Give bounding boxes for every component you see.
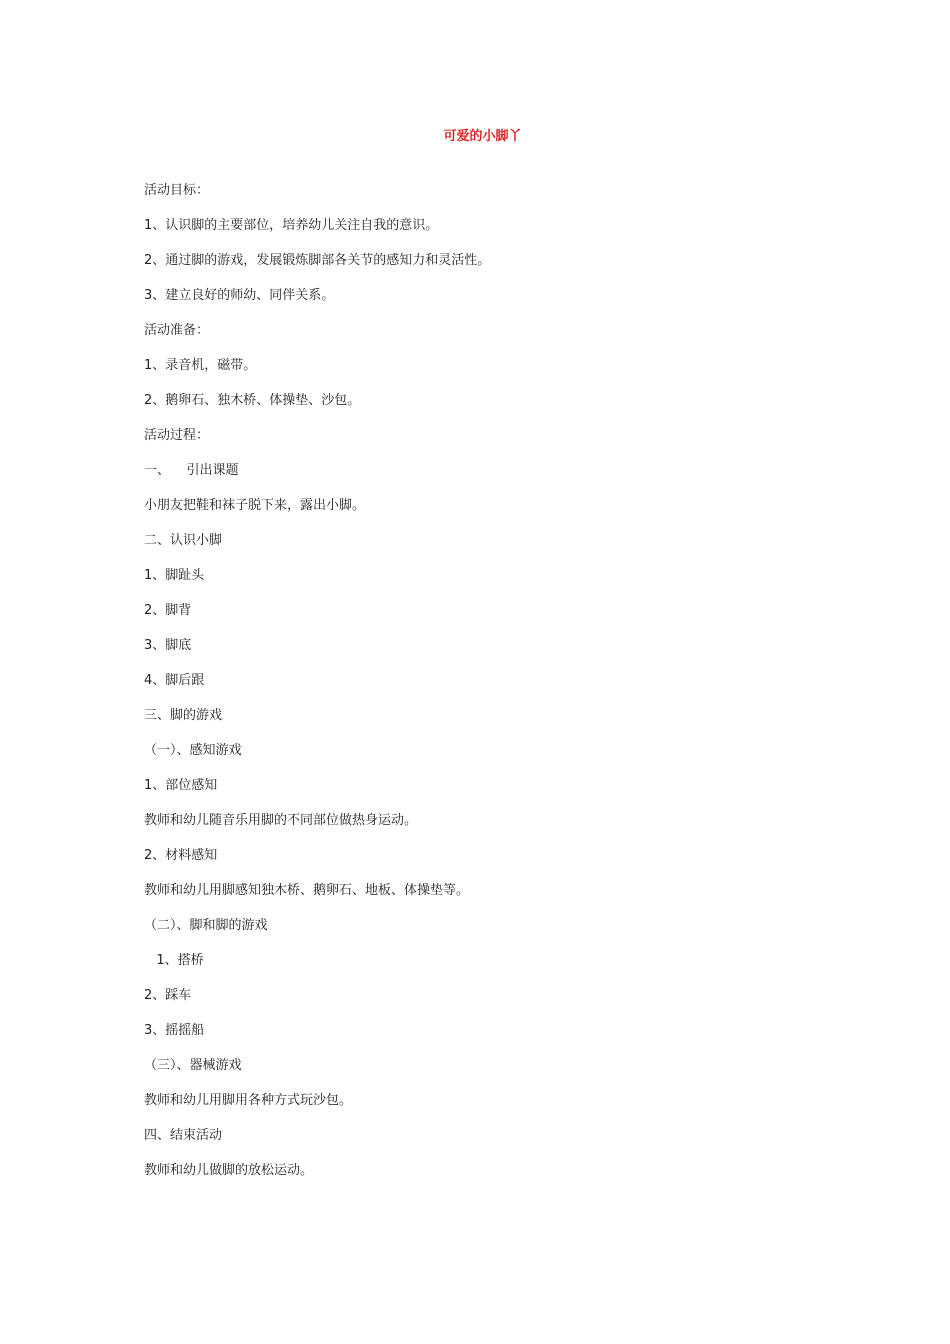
paragraph-line: 活动准备： bbox=[144, 323, 210, 338]
paragraph-line: 四、结束活动 bbox=[144, 1128, 223, 1143]
paragraph-line: 一、 引出课题 bbox=[144, 463, 239, 478]
document-body bbox=[144, 182, 844, 1197]
paragraph-line: 教师和幼儿用脚用各种方式玩沙包。 bbox=[144, 1093, 353, 1108]
paragraph-line: 1、部位感知 bbox=[144, 778, 218, 793]
paragraph-line: 二、认识小脚 bbox=[144, 533, 223, 548]
paragraph-line: 活动目标： bbox=[144, 183, 210, 198]
paragraph-line: 3、建立良好的师幼、同伴关系。 bbox=[144, 288, 335, 303]
document-title: 可爱的小脚丫 bbox=[443, 129, 522, 144]
paragraph-line: （二）、脚和脚的游戏 bbox=[144, 918, 268, 933]
paragraph-line: 三、脚的游戏 bbox=[144, 708, 223, 723]
paragraph-line: 教师和幼儿用脚感知独木桥、鹅卵石、地板、体操垫等。 bbox=[144, 883, 470, 898]
paragraph-line: 2、脚背 bbox=[144, 603, 192, 618]
paragraph-line: 小朋友把鞋和袜子脱下来，露出小脚。 bbox=[144, 498, 366, 513]
paragraph-line: 教师和幼儿随音乐用脚的不同部位做热身运动。 bbox=[144, 813, 418, 828]
paragraph-line: 活动过程： bbox=[144, 428, 210, 443]
paragraph-line: 2、鹅卵石、独木桥、体操垫、沙包。 bbox=[144, 393, 361, 408]
paragraph-line: （三）、器械游戏 bbox=[144, 1058, 242, 1073]
paragraph-line: 1、录音机，磁带。 bbox=[144, 358, 257, 373]
paragraph-line: 1、搭桥 bbox=[144, 953, 204, 968]
paragraph-line: 4、脚后跟 bbox=[144, 673, 205, 688]
paragraph-line: 教师和幼儿做脚的放松运动。 bbox=[144, 1163, 314, 1178]
paragraph-line: 2、材料感知 bbox=[144, 848, 218, 863]
paragraph-line: 2、通过脚的游戏，发展锻炼脚部各关节的感知力和灵活性。 bbox=[144, 253, 491, 268]
paragraph-line: 3、脚底 bbox=[144, 638, 192, 653]
paragraph-line: 1、脚趾头 bbox=[144, 568, 205, 583]
paragraph-line: 1、认识脚的主要部位，培养幼儿关注自我的意识。 bbox=[144, 218, 439, 233]
paragraph-line: （一）、感知游戏 bbox=[144, 743, 242, 758]
paragraph-line: 3、摇摇船 bbox=[144, 1023, 205, 1038]
paragraph-line: 2、踩车 bbox=[144, 988, 192, 1003]
